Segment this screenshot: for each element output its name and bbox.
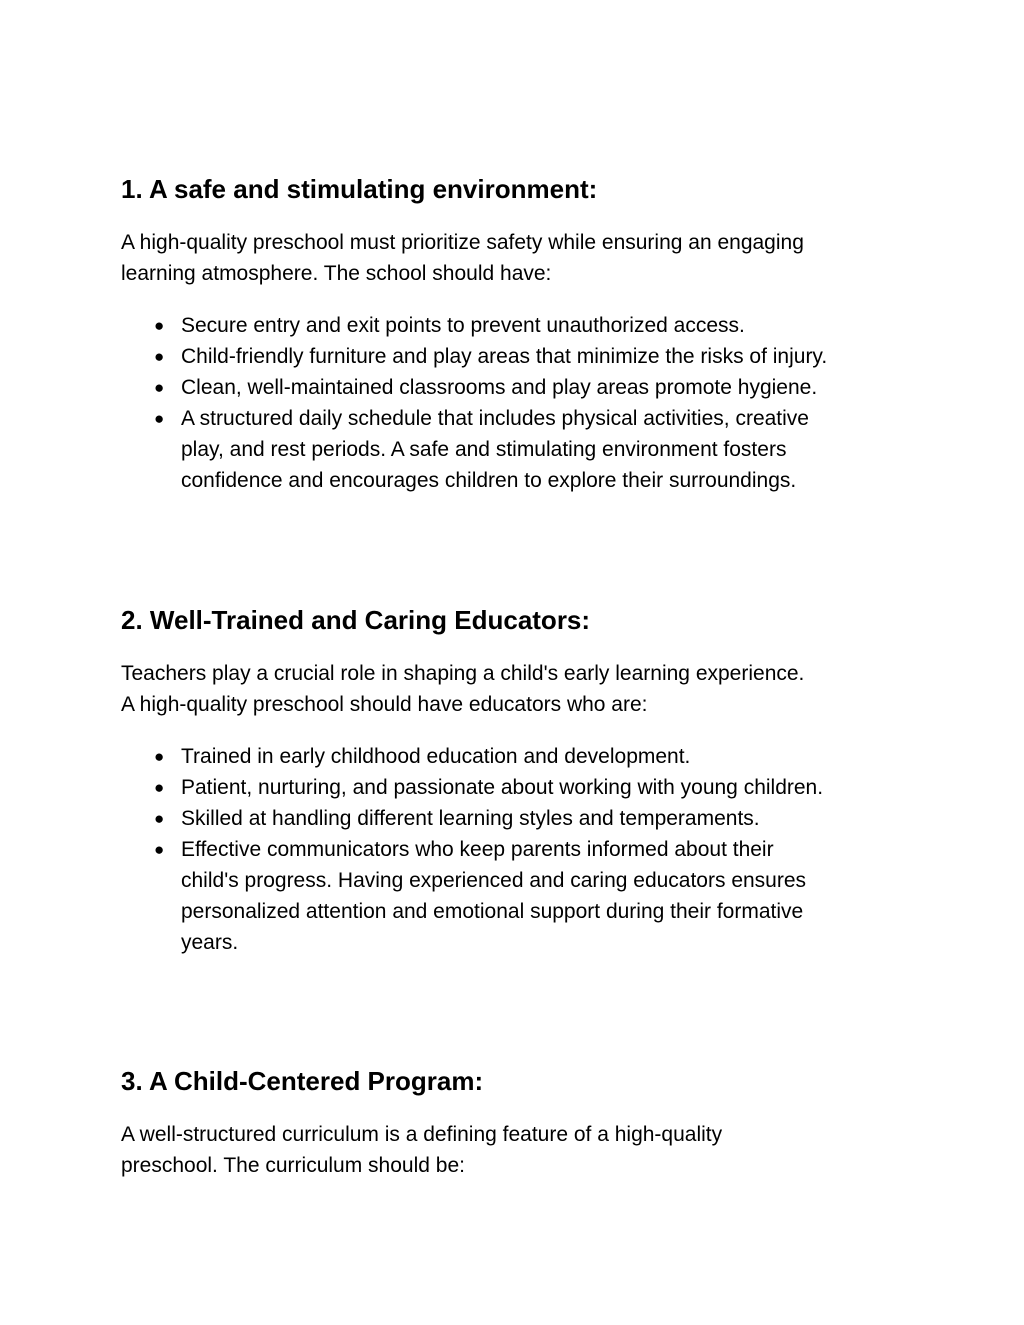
section-educators [121, 603, 921, 958]
bullet-icon: ● [154, 809, 165, 828]
list-item [121, 403, 921, 496]
list-item [121, 310, 921, 341]
list-item-text: confidence and encourages children to explore their surroundings. [181, 469, 797, 492]
section-safe-environment [121, 172, 921, 496]
bullet-icon: ● [154, 778, 165, 797]
list-item-text: Child-friendly furniture and play areas that minimize the risks of injury. [181, 345, 828, 368]
list-item-text: Patient, nurturing, and passionate about working with young children. [181, 776, 824, 799]
list-item [121, 341, 921, 372]
intro-line: A well-structured curriculum is a defining feature of a high-quality [121, 1123, 723, 1146]
section-intro [121, 1119, 921, 1181]
intro-line: A high-quality preschool should have educators who are: [121, 693, 648, 716]
bullet-list [121, 741, 921, 958]
list-item-text: Effective communicators who keep parents informed about their [181, 838, 774, 861]
list-item-text: Trained in early childhood education and development. [181, 745, 691, 768]
bullet-icon: ● [154, 316, 165, 335]
list-item-text: years. [181, 931, 239, 954]
list-item [121, 803, 921, 834]
document-page [121, 0, 921, 1325]
list-item-text: play, and rest periods. A safe and stimulating environment fosters [181, 438, 787, 461]
section-heading: 1. A safe and stimulating environment: [121, 174, 598, 204]
intro-line: learning atmosphere. The school should have: [121, 262, 552, 285]
list-item-text: child's progress. Having experienced and caring educators ensures [181, 869, 807, 892]
list-item-text: Skilled at handling different learning styles and temperaments. [181, 807, 760, 830]
list-item-text: Clean, well-maintained classrooms and play areas promote hygiene. [181, 376, 818, 399]
section-heading: 3. A Child-Centered Program: [121, 1066, 484, 1096]
bullet-icon: ● [154, 747, 165, 766]
list-item [121, 741, 921, 772]
list-item-text: Secure entry and exit points to prevent unauthorized access. [181, 314, 745, 337]
list-item [121, 772, 921, 803]
list-item [121, 372, 921, 403]
section-intro [121, 227, 921, 289]
intro-line: A high-quality preschool must prioritize safety while ensuring an engaging [121, 231, 804, 254]
intro-line: preschool. The curriculum should be: [121, 1154, 465, 1177]
intro-line: Teachers play a crucial role in shaping a child's early learning experience. [121, 662, 805, 685]
list-item [121, 834, 921, 958]
section-intro [121, 658, 921, 720]
list-item-text: personalized attention and emotional support during their formative [181, 900, 804, 923]
bullet-icon: ● [154, 840, 165, 859]
bullet-icon: ● [154, 409, 165, 428]
bullet-icon: ● [154, 347, 165, 366]
section-heading: 2. Well-Trained and Caring Educators: [121, 605, 591, 635]
bullet-icon: ● [154, 378, 165, 397]
list-item-text: A structured daily schedule that includes physical activities, creative [181, 407, 809, 430]
bullet-list [121, 310, 921, 496]
section-child-centered-program [121, 1064, 921, 1181]
